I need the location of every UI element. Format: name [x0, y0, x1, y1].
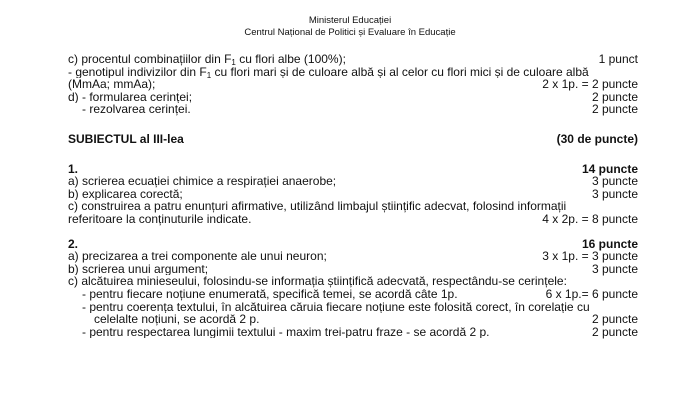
q2-item-b: b) scrierea unui argument; 3 puncte	[68, 261, 638, 276]
item-points: 2 x 1p. = 2 puncte	[542, 77, 638, 92]
q2-item-c2-cont: celelalte noțiuni, se acordă 2 p. 2 puncte	[94, 312, 638, 327]
center-name: Centrul Național de Politici și Evaluare în Educație	[244, 27, 456, 38]
ministry-name: Ministerul Educației	[308, 15, 392, 26]
q1-item-a: a) scrierea ecuației chimice a respirației anaerobe; 3 puncte	[68, 174, 638, 189]
section-title: SUBIECTUL al III-lea (30 de puncte)	[68, 131, 638, 146]
q2-item-c1: - pentru fiecare noțiune enumerată, specifică temei, se acordă câte 1p. 6 x 1p.= 6 puncte	[82, 286, 638, 301]
question-1-header: 1. 14 puncte	[68, 161, 638, 176]
item-points: 1 punct	[598, 52, 638, 66]
item-c-percentage: c) procentul combinațiilor din $F_1$ cu flori albe (100%); 1 punct	[68, 52, 638, 66]
item-points: 2 puncte	[591, 89, 638, 104]
q1-item-b: b) explicarea corectă; 3 puncte	[68, 186, 638, 201]
item-d-solution: - rezolvarea cerinței. 2 puncte	[82, 102, 638, 117]
item-genotype: - genotipul indivizilor din $F_1$ cu flori mari și de culoare albă și al celor cu flori mici și de culoare albă	[68, 65, 589, 79]
q1-item-c: c) construirea a patru enunțuri afirmative, utilizând limbajul științific adecvat, folosind informații	[68, 200, 567, 213]
item-points: 2 puncte	[591, 102, 638, 117]
q2-item-c2: - pentru coerența textului, în alcătuirea căruia fiecare noțiune este folosită corect, în corelație cu	[82, 300, 590, 314]
q1-item-c-cont: referitoare la conținuturile indicate. 4 x 2p. = 8 puncte	[68, 211, 638, 226]
item-d-formulation: d) - formularea cerinței; 2 puncte	[68, 89, 638, 104]
item-genotype-cont: (MmAa; mmAa); 2 x 1p. = 2 puncte	[68, 77, 638, 92]
q2-item-c: c) alcătuirea minieseului, folosindu-se informația științifică adecvată, respectându-se cerințele:	[68, 275, 567, 288]
document-header	[0, 15, 700, 39]
grading-content	[68, 53, 638, 338]
section-points: (30 de puncte)	[556, 131, 638, 146]
q2-item-a: a) precizarea a trei componente ale unui neuron; 3 x 1p. = 3 puncte	[68, 249, 638, 264]
q2-item-c3: - pentru respectarea lungimii textului - maxim trei-patru fraze - se acordă 2 p. 2 puncte	[82, 324, 638, 339]
question-2-header: 2. 16 puncte	[68, 236, 638, 251]
